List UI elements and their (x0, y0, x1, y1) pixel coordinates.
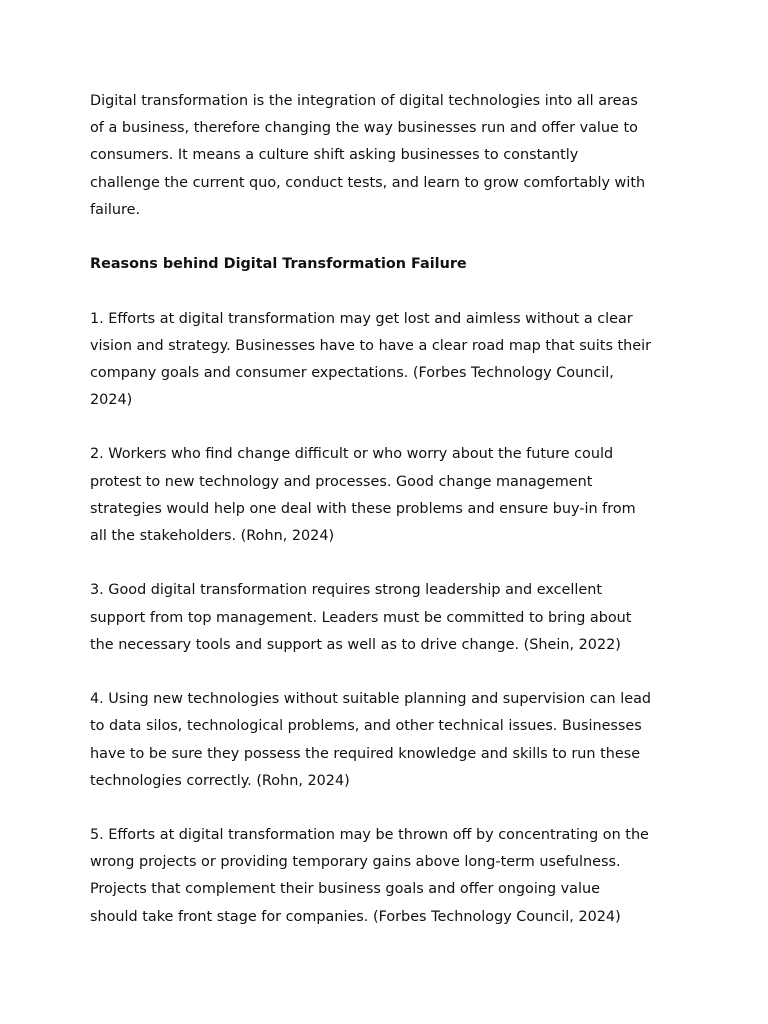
text-line: 2024) (90, 392, 133, 409)
reason-paragraph-3 (90, 577, 651, 659)
text-line: protest to new technology and processes. Good change management (90, 473, 593, 490)
intro-paragraph (90, 88, 651, 224)
reason-paragraph-4 (90, 686, 651, 795)
text-line: 4. Using new technologies without suitable planning and supervision can lead (90, 691, 652, 708)
text-line: failure. (90, 201, 141, 218)
text-line: challenge the current quo, conduct tests, and learn to grow comfortably with (90, 174, 646, 191)
text-line: company goals and consumer expectations. (Forbes Technology Council, (90, 364, 614, 381)
text-line: strategies would help one deal with these problems and ensure buy-in from (90, 500, 636, 517)
text-line: should take front stage for companies. (Forbes Technology Council, 2024) (90, 908, 621, 925)
text-line: have to be sure they possess the required knowledge and skills to run these (90, 745, 641, 762)
text-line: of a business, therefore changing the way businesses run and offer value to (90, 120, 638, 137)
reason-paragraph-5 (90, 822, 651, 931)
text-line: to data silos, technological problems, and other technical issues. Businesses (90, 718, 642, 735)
text-line: vision and strategy. Businesses have to have a clear road map that suits their (90, 337, 652, 354)
text-line: support from top management. Leaders must be committed to bring about (90, 609, 632, 626)
text-line: 5. Efforts at digital transformation may be thrown off by concentrating on the (90, 827, 649, 844)
reason-paragraph-2 (90, 441, 651, 550)
text-line: 3. Good digital transformation requires strong leadership and excellent (90, 582, 602, 599)
document-body (90, 88, 651, 931)
text-line: wrong projects or providing temporary gains above long-term usefulness. (90, 854, 621, 871)
text-line: 2. Workers who find change difficult or who worry about the future could (90, 446, 614, 463)
text-line: consumers. It means a culture shift asking businesses to constantly (90, 147, 579, 164)
section-heading: Reasons behind Digital Transformation Failure (90, 256, 467, 273)
text-line: technologies correctly. (Rohn, 2024) (90, 772, 350, 789)
text-line: the necessary tools and support as well as to drive change. (Shein, 2022) (90, 636, 621, 653)
text-line: all the stakeholders. (Rohn, 2024) (90, 528, 335, 544)
text-line: Digital transformation is the integration of digital technologies into all areas (90, 93, 638, 109)
reason-paragraph-1 (90, 306, 651, 415)
text-line: 1. Efforts at digital transformation may get lost and aimless without a clear (90, 310, 633, 327)
text-line: Projects that complement their business goals and offer ongoing value (90, 881, 600, 898)
